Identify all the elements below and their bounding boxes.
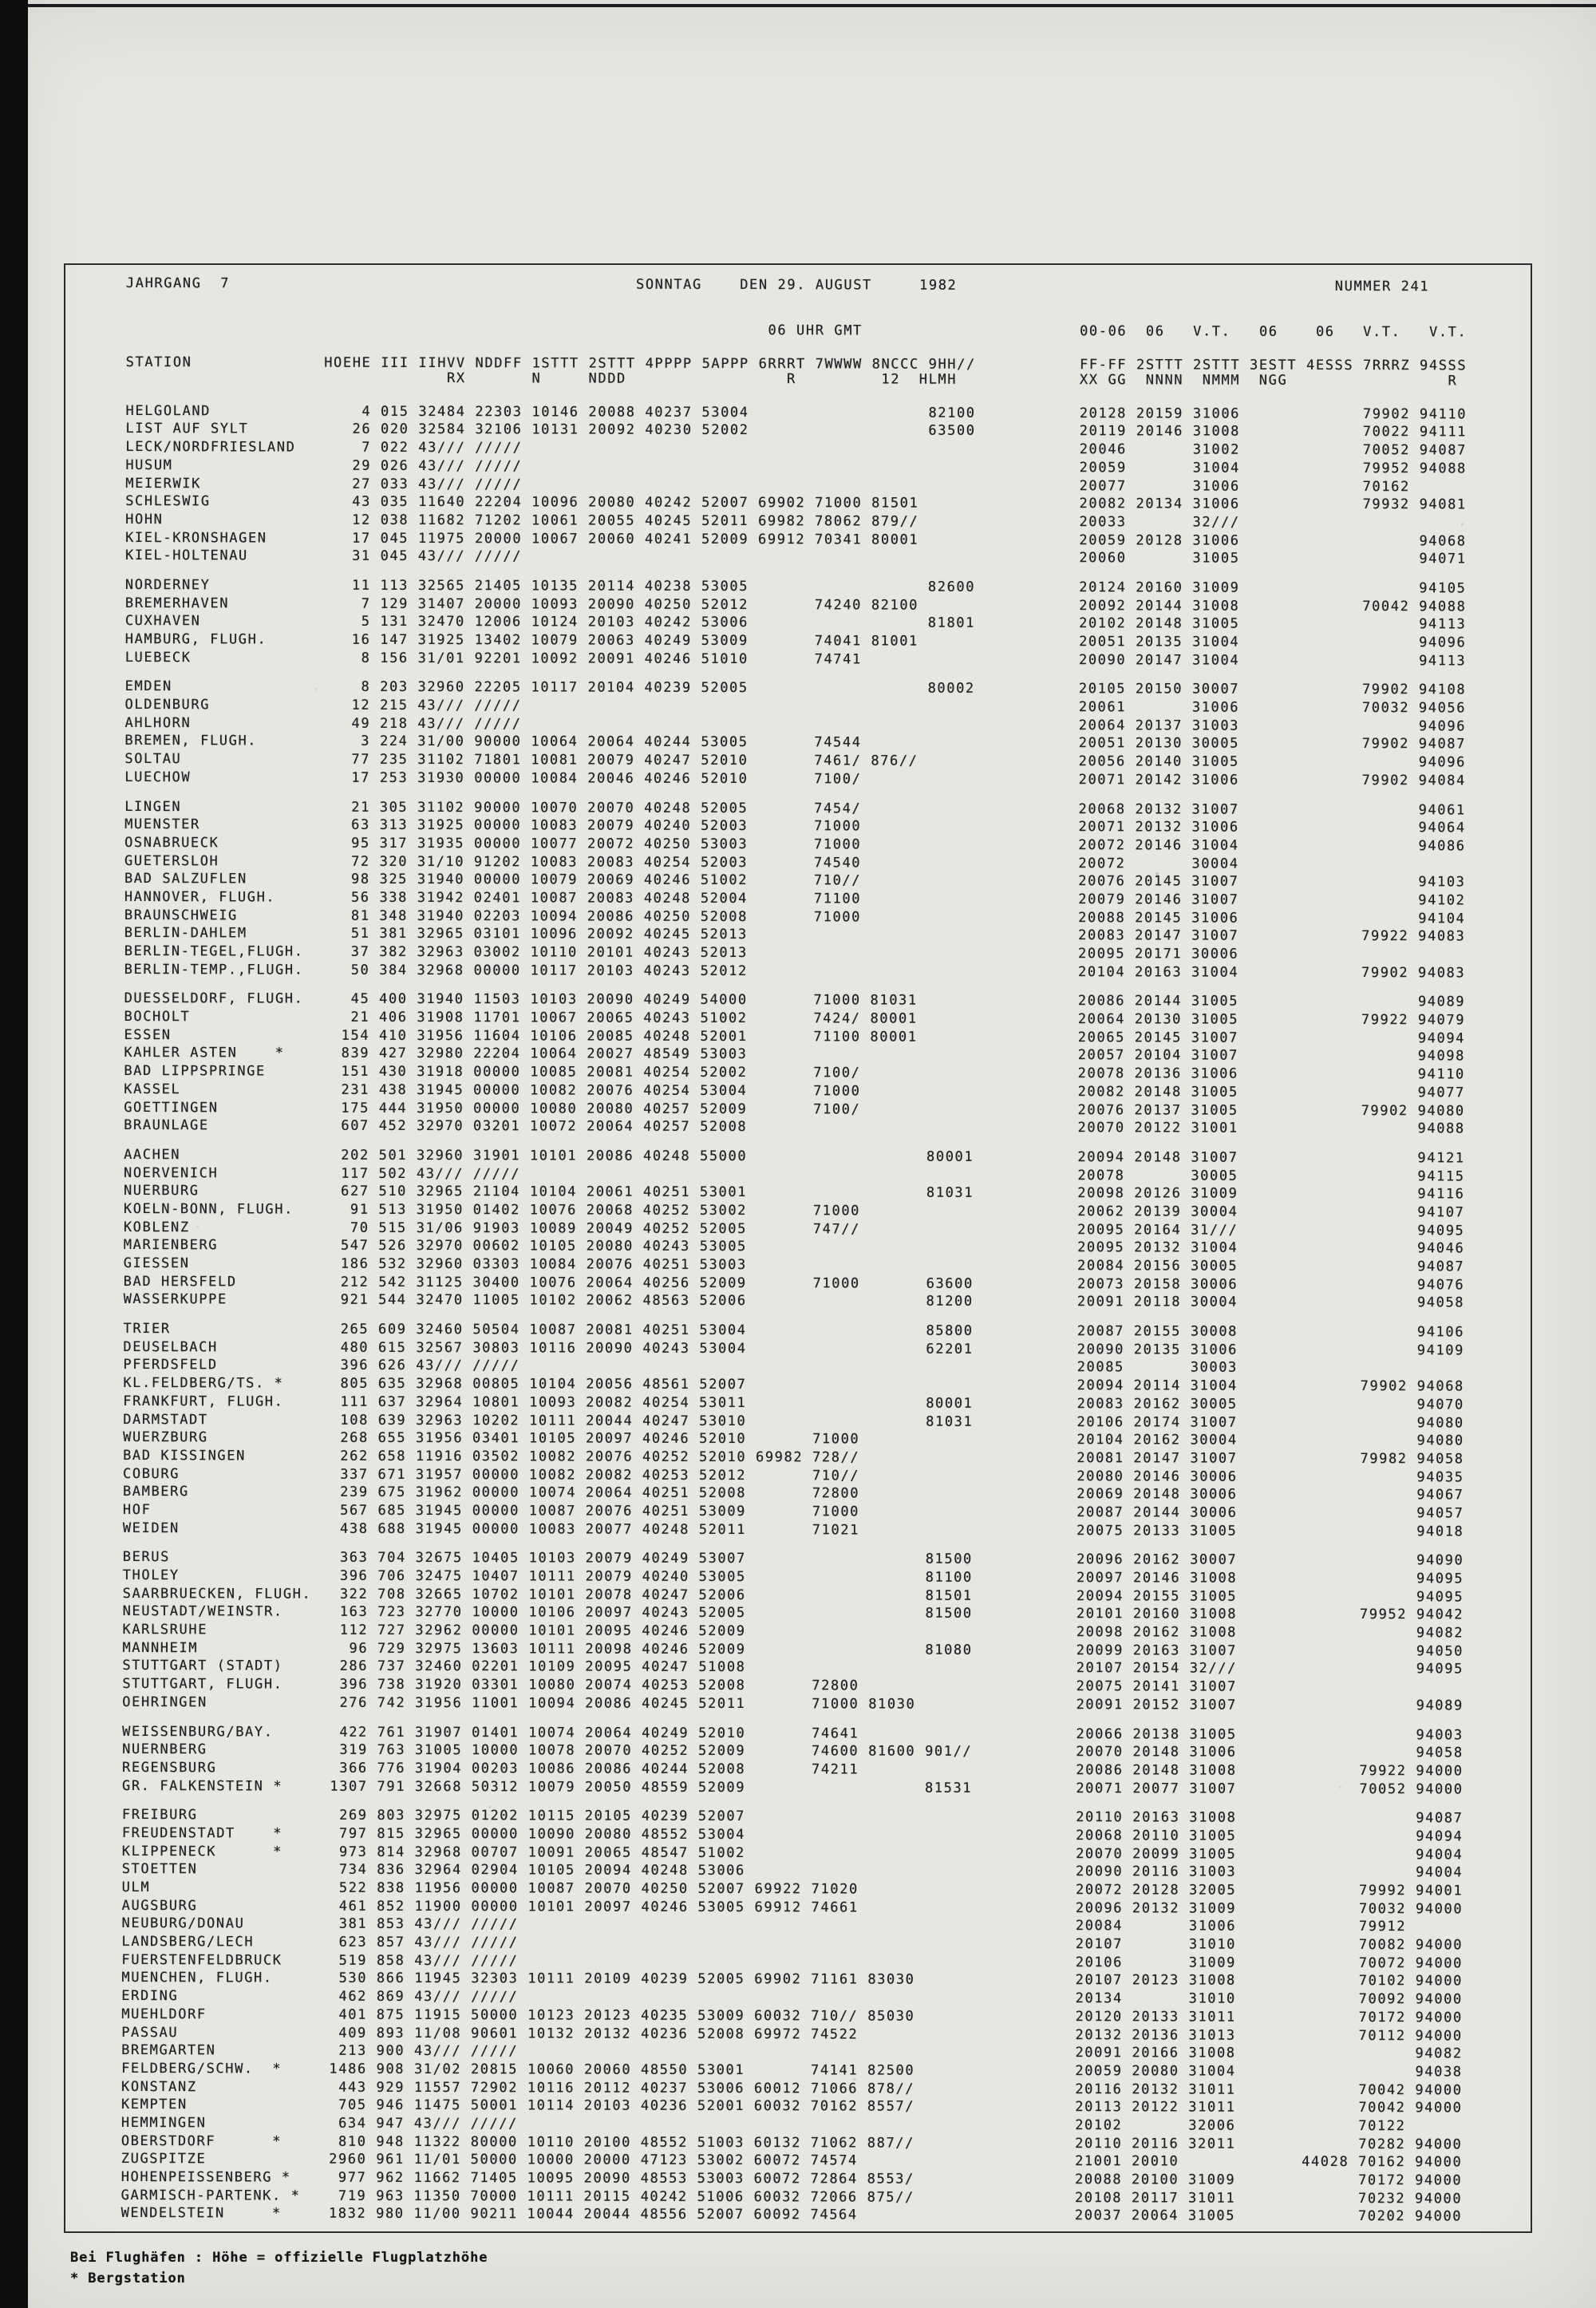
station-row: BOCHOLT 21 406 31908 11701 10067 20065 40243 51002 7424/ 80001 20064 20130 31005 79922 94079 [124,1009,1466,1029]
station-row: GARMISCH-PARTENK. * 719 963 11350 70000 10111 20115 40242 51006 60032 72066 875// 20108 20117 31011 70232 94000 [120,2187,1463,2207]
scan-speck [1461,523,1464,526]
station-row: MUENSTER 63 313 31925 00000 10083 20079 40240 52003 71000 20071 20132 31006 94064 [124,816,1466,836]
station-row: MUENCHEN, FLUGH. 530 866 11945 32303 10111 20109 40239 52005 69902 71161 83030 20107 20123 31008 70102 94000 [121,1970,1463,1990]
station-row: REGENSBURG 366 776 31904 00203 10086 20086 40244 52008 74211 20086 20148 31008 79922 94000 [122,1759,1464,1780]
station-row: BAD LIPPSPRINGE 151 430 31918 00000 10085 20081 40254 52002 7100/ 20078 20136 31006 94110 [124,1063,1465,1083]
station-row: KOELN-BONN, FLUGH. 91 513 31950 01402 10076 20068 40252 53002 71000 20062 20139 30004 94107 [123,1200,1465,1221]
scan-speck [315,688,318,690]
station-row: BAD KISSINGEN 262 658 11916 03502 10082 20076 40252 52010 69982 728// 20081 20147 31007 79982 94058 [123,1447,1464,1468]
station-block-1 [125,402,1531,569]
station-row: WENDELSTEIN * 1832 980 11/00 90211 10044 20044 48556 52007 60092 74564 20037 20064 31005 70202 94000 [120,2205,1463,2225]
station-block-7 [123,1320,1528,1541]
station-row: SOLTAU 77 235 31102 71801 10081 20079 40247 52010 7461/ 876// 20056 20140 31005 94096 [124,751,1466,771]
station-row: BREMGARTEN 213 900 43/// ///// 20091 20166 31008 94082 [121,2042,1463,2062]
station-row: BRAUNSCHWEIG 81 348 31940 02203 10094 20086 40250 52008 71000 20088 20145 31006 94104 [124,907,1466,927]
station-row: BERLIN-TEMP.,FLUGH. 50 384 32968 00000 10117 20103 40243 52012 20104 20163 31004 79902 94083 [124,961,1466,982]
station-row: KASSEL 231 438 31945 00000 10082 20076 40254 53004 71000 20082 20148 31005 94077 [124,1081,1465,1101]
station-row: BAD SALZUFLEN 98 325 31940 00000 10079 20069 40246 51002 710// 20076 20145 31007 94103 [124,871,1466,891]
station-row: FREIBURG 269 803 32975 01202 10115 20105 40239 52007 20110 20163 31008 94087 [121,1807,1464,1827]
station-block-3 [124,678,1529,790]
station-row: BERLIN-TEGEL,FLUGH. 37 382 32963 03002 10110 20101 40243 52013 20095 20171 30006 [124,943,1239,962]
station-row: OEHRINGEN 276 742 31956 11001 10094 20086 40245 52011 71000 81030 20091 20152 31007 94089 [122,1693,1464,1714]
scan-speck [853,2078,856,2081]
station-row: WUERZBURG 268 655 31956 03401 10105 20097 40246 52010 71000 20104 20162 30004 94080 [123,1429,1464,1449]
station-row: HANNOVER, FLUGH. 56 338 31942 02401 10087 20083 40248 52004 71100 20079 20146 31007 94102 [124,888,1466,909]
station-block-9 [122,1722,1527,1798]
station-row: GUETERSLOH 72 320 31/10 91202 10083 20083 40254 52003 74540 20072 30004 [124,852,1239,872]
station-row: KL.FELDBERG/TS. * 805 635 32968 00805 10104 20056 48561 52007 20094 20114 31004 79902 94068 [123,1375,1464,1395]
station-row: STUTTGART (STADT) 286 737 32460 02201 10109 20095 40247 51008 20107 20154 32/// 94095 [122,1658,1464,1678]
scan-speck [966,1563,969,1566]
scan-speck [1156,872,1159,875]
station-row: HOHENPEISSENBERG * 977 962 11662 71405 10095 20090 48553 53003 60072 72864 8553/ 20088 20100 31009 70172 94000 [120,2168,1463,2189]
station-row: FRANKFURT, FLUGH. 111 637 32964 10801 10093 20082 40254 53011 80001 20083 20162 30005 94070 [123,1393,1464,1413]
station-row: GR. FALKENSTEIN * 1307 791 32668 50312 10079 20050 48559 52009 81531 20071 20077 31007 70052 94000 [121,1777,1464,1797]
station-row: HEMMINGEN 634 947 43/// ///// 20102 32006 70122 [120,2114,1406,2135]
station-row: WASSERKUPPE 921 544 32470 11005 10102 20062 48563 52006 81200 20091 20118 30004 94058 [123,1291,1465,1311]
station-row: HUSUM 29 026 43/// ///// 20059 31004 79952 94088 [125,456,1467,477]
station-row: LANDSBERG/LECH 623 857 43/// ///// 20107 31010 70082 94000 [121,1934,1464,1954]
station-row: ESSEN 154 410 31956 11604 10106 20085 40248 52001 71100 80001 20065 20145 31007 94094 [124,1026,1466,1047]
scan-speck [1339,1786,1341,1788]
station-row: HAMBURG, FLUGH. 16 147 31925 13402 10079 20063 40249 53009 74041 81001 20051 20135 31004 94096 [124,630,1467,651]
station-row: OSNABRUECK 95 317 31935 00000 10077 20072 40250 53003 71000 20072 20146 31004 94086 [124,834,1466,855]
station-row: MARIENBERG 547 526 32970 00602 10105 20080 40243 53005 20095 20132 31004 94046 [123,1237,1465,1257]
station-row: LUECHOW 17 253 31930 00000 10084 20046 40246 52010 7100/ 20071 20142 31006 79902 94084 [124,769,1466,789]
station-row: LECK/NORDFRIESLAND 7 022 43/// ///// 20046 31002 70052 94087 [125,439,1467,459]
station-row: KIEL-KRONSHAGEN 17 045 11975 20000 10067 20060 40241 52009 69912 70341 80001 20059 20128 31006 94068 [125,529,1467,549]
station-row: DEUSELBACH 480 615 32567 30803 10116 20090 40243 53004 62201 20090 20135 31006 94109 [123,1338,1465,1359]
station-row: LIST AUF SYLT 26 020 32584 32106 10131 20092 40230 52002 63500 20119 20146 31008 70022 94111 [125,421,1468,441]
station-row: NEUBURG/DONAU 381 853 43/// ///// 20084 31006 79912 [121,1915,1407,1935]
station-row: MEIERWIK 27 033 43/// ///// 20077 31006 70162 [125,475,1410,495]
station-row: MUEHLDORF 401 875 11915 50000 10123 20123 40235 53009 60032 710// 85030 20120 20133 31011 70172 94000 [121,2006,1463,2026]
station-row: OLDENBURG 12 215 43/// ///// 20061 31006 70032 94056 [124,697,1467,717]
station-row: STUTTGART, FLUGH. 396 738 31920 03301 10080 20074 40253 52008 72800 20075 20141 31007 [122,1676,1237,1695]
station-row: AHLHORN 49 218 43/// ///// 20064 20137 31003 94096 [124,714,1467,735]
station-row: COBURG 337 671 31957 00000 10082 20082 40253 52012 710// 20080 20146 30006 94035 [123,1465,1464,1485]
station-row: LINGEN 21 305 31102 90000 10070 20070 40248 52005 7454/ 20068 20132 31007 94061 [124,798,1466,818]
station-row: BERUS 363 704 32675 10405 10103 20079 40249 53007 81500 20096 20162 30007 94090 [122,1549,1464,1569]
station-row: ZUGSPITZE 2960 961 11/01 50000 10000 20000 47123 53002 60072 74574 21001 20010 44028 70162 94000 [120,2151,1463,2171]
station-row: BAD HERSFELD 212 542 31125 30400 10076 20064 40256 52009 71000 63600 20073 20158 30006 94076 [123,1273,1465,1294]
station-row: GOETTINGEN 175 444 31950 00000 10080 20080 40257 52009 7100/ 20076 20137 31005 79902 94080 [124,1099,1465,1119]
station-block-5 [124,990,1528,1138]
station-row: THOLEY 396 706 32475 10407 10111 20079 40240 53005 81100 20097 20146 31008 94095 [122,1567,1464,1587]
station-row: KAHLER ASTEN * 839 427 32980 22204 10064 20027 48549 53003 20057 20104 31007 94098 [124,1045,1465,1065]
station-block-6 [124,1146,1529,1313]
station-row: PASSAU 409 893 11/08 90601 10132 20132 40236 52008 69972 74522 20132 20136 31013 70112 94000 [121,2024,1463,2044]
station-row: BERLIN-DAHLEM 51 381 32965 03101 10096 20092 40245 52013 20083 20147 31007 79922 94083 [124,925,1466,945]
station-row: AACHEN 202 501 32960 31901 10101 20086 40248 55000 80001 20094 20148 31007 94121 [124,1146,1465,1167]
station-row: NORDERNEY 11 113 32565 21405 10135 20114 40238 53005 82600 20124 20160 31009 94105 [124,576,1467,597]
footnote-airport-height: Bei Flughäfen : Höhe = offizielle Flugplatzhöhe [70,2250,488,2266]
station-row: NOERVENICH 117 502 43/// ///// 20078 30005 94115 [123,1164,1465,1184]
station-row: DARMSTADT 108 639 32963 10202 10111 20044 40247 53010 81031 20106 20174 31007 94080 [123,1411,1464,1431]
station-row: CUXHAVEN 5 131 32470 12006 10124 20103 40242 53006 81801 20102 20148 31005 94113 [124,613,1467,633]
column-header-row: STATION HOEHE III IIHVV NDDFF 1STTT 2STTT 4PPPP 5APPP 6RRRT 7WWWW 8NCCC 9HH// FF-FF 2STTT 2STTT 3ESTT 4ESSS 7RRRZ 94SSS [125,354,1468,374]
station-row: NUERNBERG 319 763 31005 10000 10078 20070 40252 52009 74600 81600 901// 20070 20148 31006 94058 [122,1741,1464,1761]
station-row: SAARBRUECKEN, FLUGH. 322 708 32665 10702 10101 20078 40247 52006 81501 20094 20155 31005 94095 [122,1585,1464,1606]
station-row: FUERSTENFELDBRUCK 519 858 43/// ///// 20106 31009 70072 94000 [121,1951,1464,1972]
column-subheader-row: RX N NDDD R 12 HLMH XX GG NNNN NMMM NGG R [125,370,1458,389]
footnotes [70,2247,488,2289]
time-row: 06 UHR GMT 00-06 06 V.T. 06 06 V.T. V.T. [125,320,1468,341]
page-top-rule [28,4,1596,7]
station-row: HELGOLAND 4 015 32484 22303 10146 20088 40237 53004 82100 20128 20159 31006 79902 94110 [125,402,1468,423]
station-row: EMDEN 8 203 32960 22205 10117 20104 40239 52005 80002 20105 20150 30007 79902 94108 [124,678,1467,698]
bulletin-lines [121,265,1531,2227]
station-row: WEISSENBURG/BAY. 422 761 31907 01401 10074 20064 40249 52010 74641 20066 20138 31005 94003 [122,1723,1464,1743]
station-row: HOF 567 685 31945 00000 10087 20076 40251 53009 71000 20087 20144 30006 94057 [122,1501,1464,1522]
station-row: KLIPPENECK * 973 814 32968 00707 10091 20065 48547 51002 20070 20099 31005 94004 [121,1843,1464,1863]
station-row: HOHN 12 038 11682 71202 10061 20055 40245 52011 69982 78062 879// 20033 32/// [125,511,1240,531]
bulletin-table-frame [64,263,1532,2233]
scan-speck [196,1226,199,1228]
station-row: PFERDSFELD 396 626 43/// ///// 20085 30003 [123,1357,1238,1377]
station-block-8 [122,1548,1527,1715]
station-row: WEIDEN 438 688 31945 00000 10083 20077 40248 52011 71021 20075 20133 31005 94018 [122,1520,1464,1540]
station-row: KEMPTEN 705 946 11475 50001 10114 20103 40236 52001 60032 70162 8557/ 20113 20122 31011 70042 94000 [120,2097,1463,2116]
station-row: LUEBECK 8 156 31/01 92201 10092 20091 40246 51010 74741 20090 20147 31004 94113 [124,649,1467,670]
station-block-10 [121,1806,1527,2226]
station-row: MANNHEIM 96 729 32975 13603 10111 20098 40246 52009 81080 20099 20163 31007 94050 [122,1639,1464,1660]
station-row: SCHLESWIG 43 035 11640 22204 10096 20080 40242 52007 69902 71000 81501 20082 20134 31006 79932 94081 [125,493,1467,513]
station-row: AUGSBURG 461 852 11900 00000 10101 20097 40246 53005 69912 74661 20096 20132 31009 70032 94000 [121,1897,1464,1918]
station-row: BRAUNLAGE 607 452 32970 03201 10072 20064 40257 52008 20070 20122 31001 94088 [124,1117,1465,1137]
station-row: NUERBURG 627 510 32965 21104 10104 20061 40251 53001 81031 20098 20126 31009 94116 [123,1183,1465,1203]
station-row: KONSTANZ 443 929 11557 72902 10116 20112 40237 53006 60012 71066 878// 20116 20132 31011 70042 94000 [120,2078,1463,2098]
station-row: DUESSELDORF, FLUGH. 45 400 31940 11503 10103 20090 40249 54000 71000 81031 20086 20144 31005 94089 [124,990,1466,1010]
station-row: STOETTEN 734 836 32964 02904 10105 20094 40248 53006 20090 20116 31003 94004 [121,1861,1464,1881]
station-row: TRIER 265 609 32460 50504 10087 20081 40251 53004 85800 20087 20155 30008 94106 [123,1321,1465,1341]
scan-edge-strip [0,0,28,2308]
station-row: FELDBERG/SCHW. * 1486 908 31/02 20815 10060 20060 48550 53001 74141 82500 20059 20080 31004 94038 [121,2060,1463,2081]
station-row: BAMBERG 239 675 31962 00000 10074 20064 40251 52008 72800 20069 20148 30006 94067 [122,1484,1464,1504]
station-block-4 [124,797,1530,982]
scan-speck [488,1806,491,1808]
station-row: ERDING 462 869 43/// ///// 20134 31010 70092 94000 [121,1988,1463,2008]
station-row: BREMEN, FLUGH. 3 224 31/00 90000 10064 20064 40244 53005 74544 20051 20130 30005 79902 94087 [124,733,1467,753]
title-row: JAHRGANG 7 SONNTAG DEN 29. AUGUST 1982 NUMMER 241 [125,275,1430,295]
station-row: BREMERHAVEN 7 129 31407 20000 10093 20090 40250 52012 74240 82100 20092 20144 31008 70042 94088 [124,595,1467,615]
station-block-2 [125,576,1530,670]
station-row: KARLSRUHE 112 727 32962 00000 10101 20095 40246 52009 20098 20162 31008 94082 [122,1622,1464,1642]
station-row: NEUSTADT/WEINSTR. 163 723 32770 10000 10106 20097 40243 52005 81500 20101 20160 31008 79952 94042 [122,1603,1464,1623]
station-row: KOBLENZ 70 515 31/06 91903 10089 20049 40252 52005 747// 20095 20164 31/// 94095 [123,1219,1465,1239]
station-row: GIESSEN 186 532 32960 03303 10084 20076 40251 53003 20084 20156 30005 94087 [123,1255,1465,1275]
station-row: ULM 522 838 11956 00000 10087 20070 40250 52007 69922 71020 20072 20128 32005 79992 94001 [121,1879,1464,1899]
station-row: KIEL-HOLTENAU 31 045 43/// ///// 20060 31005 94071 [125,547,1467,567]
station-row: FREUDENSTADT * 797 815 32965 00000 10090 20080 48552 53004 20068 20110 31005 94094 [121,1824,1464,1845]
station-row: OBERSTDORF * 810 948 11322 80000 10110 20100 48552 51003 60132 71062 887// 20110 20116 32011 70282 94000 [120,2132,1463,2153]
footnote-bergstation: * Bergstation [70,2270,186,2286]
